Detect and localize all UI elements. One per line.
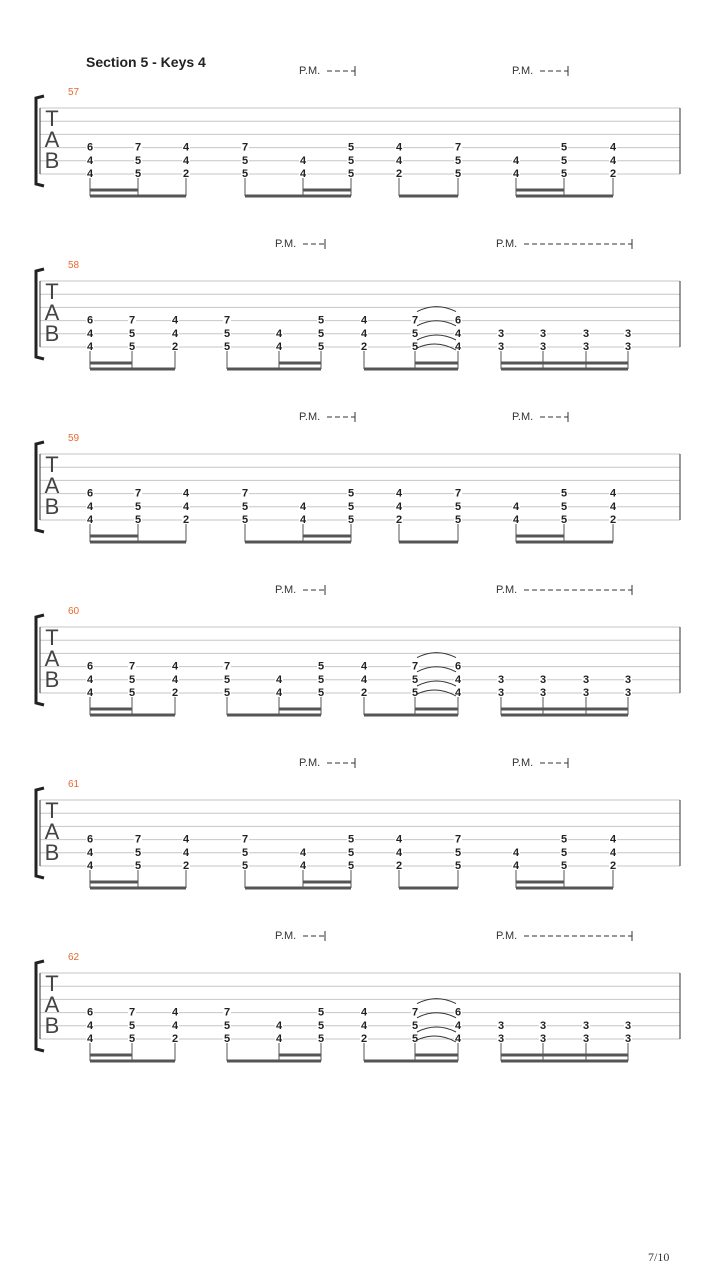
- fret-number: 5: [128, 341, 136, 353]
- palm-mute-label: P.M.: [299, 65, 321, 77]
- fret-number: 7: [134, 141, 142, 154]
- fret-number: 4: [299, 500, 307, 513]
- fret-number: 7: [128, 660, 136, 673]
- fret-number: 3: [497, 1019, 505, 1032]
- fret-number: 5: [454, 500, 462, 513]
- fret-number: 5: [241, 514, 249, 526]
- fret-number: 4: [454, 341, 462, 353]
- fret-number: 5: [454, 514, 462, 526]
- fret-number: 4: [299, 846, 307, 859]
- slur: [417, 681, 456, 686]
- palm-mute-label: P.M.: [496, 584, 518, 596]
- fret-number: 3: [497, 673, 505, 686]
- palm-mute-label: P.M.: [496, 238, 518, 250]
- tab-clef-letter: B: [44, 1013, 60, 1038]
- fret-number: 6: [86, 660, 94, 673]
- fret-number: 7: [411, 660, 419, 673]
- fret-number: 5: [317, 660, 325, 673]
- fret-number: 4: [171, 1019, 179, 1032]
- fret-number: 5: [317, 314, 325, 327]
- fret-number: 2: [609, 168, 617, 180]
- fret-number: 5: [560, 487, 568, 500]
- fret-number: 4: [395, 154, 403, 167]
- fret-number: 5: [317, 687, 325, 699]
- fret-number: 4: [360, 1006, 368, 1019]
- tab-clef-letter: A: [44, 473, 60, 498]
- fret-number: 4: [275, 687, 283, 699]
- fret-number: 3: [624, 687, 632, 699]
- fret-number: 4: [299, 860, 307, 872]
- fret-number: 2: [182, 860, 190, 872]
- fret-number: 5: [560, 500, 568, 513]
- fret-number: 2: [360, 1033, 368, 1045]
- palm-mute-label: P.M.: [512, 411, 534, 423]
- fret-number: 7: [241, 833, 249, 846]
- fret-number: 4: [182, 833, 190, 846]
- slur: [417, 1013, 456, 1018]
- slur: [417, 321, 456, 326]
- fret-number: 5: [454, 846, 462, 859]
- fret-number: 4: [395, 833, 403, 846]
- fret-number: 4: [360, 1019, 368, 1032]
- fret-number: 3: [497, 1033, 505, 1045]
- fret-number: 4: [86, 860, 94, 872]
- fret-number: 7: [223, 314, 231, 327]
- fret-number: 5: [560, 860, 568, 872]
- page-number: 7/10: [648, 1250, 670, 1264]
- fret-number: 5: [454, 860, 462, 872]
- tab-system: [36, 930, 680, 1061]
- tab-clef-letter: A: [44, 300, 60, 325]
- fret-number: 4: [182, 500, 190, 513]
- fret-number: 2: [171, 687, 179, 699]
- fret-number: 2: [182, 514, 190, 526]
- fret-number: 6: [454, 660, 462, 673]
- fret-number: 4: [171, 673, 179, 686]
- fret-number: 5: [241, 500, 249, 513]
- fret-number: 4: [395, 500, 403, 513]
- tab-system: [36, 584, 680, 715]
- fret-number: 5: [560, 514, 568, 526]
- fret-number: 4: [454, 327, 462, 340]
- fret-number: 7: [134, 487, 142, 500]
- fret-number: 5: [223, 673, 231, 686]
- fret-number: 4: [86, 1033, 94, 1045]
- fret-number: 4: [275, 1019, 283, 1032]
- fret-number: 2: [395, 168, 403, 180]
- fret-number: 7: [128, 314, 136, 327]
- fret-number: 5: [241, 154, 249, 167]
- fret-number: 4: [609, 487, 617, 500]
- fret-number: 5: [317, 1006, 325, 1019]
- fret-number: 7: [128, 1006, 136, 1019]
- fret-number: 5: [223, 341, 231, 353]
- fret-number: 4: [512, 514, 520, 526]
- fret-number: 4: [171, 314, 179, 327]
- fret-number: 5: [317, 341, 325, 353]
- fret-number: 4: [454, 673, 462, 686]
- fret-number: 7: [454, 833, 462, 846]
- fret-number: 3: [624, 1019, 632, 1032]
- fret-number: 3: [539, 1019, 547, 1032]
- tab-clef-letter: A: [44, 992, 60, 1017]
- fret-number: 5: [134, 168, 142, 180]
- fret-number: 5: [241, 168, 249, 180]
- fret-number: 5: [347, 514, 355, 526]
- tab-clef-letter: B: [44, 494, 60, 519]
- fret-number: 4: [275, 673, 283, 686]
- slur: [417, 335, 456, 340]
- fret-number: 5: [128, 687, 136, 699]
- fret-number: 5: [223, 687, 231, 699]
- fret-number: 2: [395, 860, 403, 872]
- tab-clef-letter: B: [44, 321, 60, 346]
- fret-number: 4: [86, 154, 94, 167]
- fret-number: 5: [241, 846, 249, 859]
- fret-number: 5: [347, 141, 355, 154]
- measure-number: 61: [68, 779, 80, 790]
- fret-number: 7: [241, 141, 249, 154]
- fret-number: 3: [624, 673, 632, 686]
- tab-system: [36, 238, 680, 369]
- fret-number: 4: [609, 500, 617, 513]
- measure-number: 58: [68, 260, 80, 271]
- fret-number: 4: [299, 168, 307, 180]
- palm-mute-label: P.M.: [512, 757, 534, 769]
- fret-number: 4: [182, 846, 190, 859]
- measure-number: 62: [68, 952, 80, 963]
- fret-number: 4: [609, 846, 617, 859]
- fret-number: 5: [411, 687, 419, 699]
- palm-mute-label: P.M.: [496, 930, 518, 942]
- fret-number: 3: [539, 1033, 547, 1045]
- fret-number: 5: [347, 860, 355, 872]
- tab-clef-letter: B: [44, 667, 60, 692]
- tab-system: [36, 411, 680, 542]
- fret-number: 4: [171, 1006, 179, 1019]
- fret-number: 2: [609, 514, 617, 526]
- fret-number: 7: [223, 1006, 231, 1019]
- fret-number: 7: [454, 487, 462, 500]
- fret-number: 5: [411, 1019, 419, 1032]
- palm-mute-label: P.M.: [299, 411, 321, 423]
- tab-clef-letter: T: [45, 971, 59, 996]
- measure-number: 59: [68, 433, 80, 444]
- fret-number: 5: [347, 833, 355, 846]
- fret-number: 4: [86, 687, 94, 699]
- fret-number: 5: [347, 500, 355, 513]
- fret-number: 7: [411, 1006, 419, 1019]
- fret-number: 4: [454, 687, 462, 699]
- tab-system: [36, 757, 680, 888]
- fret-number: 5: [134, 514, 142, 526]
- palm-mute-label: P.M.: [275, 584, 297, 596]
- fret-number: 2: [360, 341, 368, 353]
- fret-number: 4: [454, 1033, 462, 1045]
- fret-number: 4: [609, 141, 617, 154]
- fret-number: 5: [454, 154, 462, 167]
- fret-number: 3: [582, 327, 590, 340]
- fret-number: 5: [347, 168, 355, 180]
- fret-number: 5: [411, 341, 419, 353]
- fret-number: 4: [171, 660, 179, 673]
- tab-clef-letter: T: [45, 452, 59, 477]
- fret-number: 5: [134, 154, 142, 167]
- palm-mute-label: P.M.: [275, 238, 297, 250]
- palm-mute-label: P.M.: [512, 65, 534, 77]
- fret-number: 4: [182, 141, 190, 154]
- fret-number: 5: [560, 846, 568, 859]
- fret-number: 4: [454, 1019, 462, 1032]
- fret-number: 5: [454, 168, 462, 180]
- tab-clef-letter: T: [45, 798, 59, 823]
- fret-number: 3: [497, 687, 505, 699]
- fret-number: 5: [560, 141, 568, 154]
- fret-number: 4: [299, 514, 307, 526]
- tab-clef-letter: T: [45, 106, 59, 131]
- tab-clef-letter: B: [44, 840, 60, 865]
- fret-number: 2: [171, 341, 179, 353]
- slur: [417, 1027, 456, 1032]
- fret-number: 3: [497, 341, 505, 353]
- fret-number: 7: [241, 487, 249, 500]
- fret-number: 5: [411, 1033, 419, 1045]
- fret-number: 4: [512, 500, 520, 513]
- fret-number: 5: [347, 846, 355, 859]
- fret-number: 4: [182, 487, 190, 500]
- fret-number: 3: [624, 327, 632, 340]
- fret-number: 7: [134, 833, 142, 846]
- tab-clef-letter: A: [44, 127, 60, 152]
- fret-number: 4: [609, 154, 617, 167]
- fret-number: 4: [512, 168, 520, 180]
- fret-number: 4: [395, 141, 403, 154]
- fret-number: 5: [241, 860, 249, 872]
- tab-clef-letter: T: [45, 625, 59, 650]
- fret-number: 6: [86, 314, 94, 327]
- fret-number: 2: [360, 687, 368, 699]
- tab-clef-letter: A: [44, 646, 60, 671]
- fret-number: 5: [560, 154, 568, 167]
- fret-number: 4: [86, 673, 94, 686]
- fret-number: 4: [395, 846, 403, 859]
- fret-number: 5: [134, 500, 142, 513]
- measure-number: 57: [68, 87, 80, 98]
- fret-number: 5: [317, 327, 325, 340]
- tab-system: [36, 65, 680, 196]
- fret-number: 4: [609, 833, 617, 846]
- fret-number: 5: [317, 1033, 325, 1045]
- fret-number: 6: [86, 833, 94, 846]
- fret-number: 4: [86, 514, 94, 526]
- fret-number: 4: [171, 327, 179, 340]
- fret-number: 4: [360, 673, 368, 686]
- fret-number: 3: [582, 687, 590, 699]
- fret-number: 4: [86, 500, 94, 513]
- palm-mute-label: P.M.: [275, 930, 297, 942]
- fret-number: 2: [609, 860, 617, 872]
- fret-number: 4: [512, 154, 520, 167]
- fret-number: 5: [317, 673, 325, 686]
- fret-number: 3: [497, 327, 505, 340]
- fret-number: 3: [539, 327, 547, 340]
- fret-number: 5: [347, 154, 355, 167]
- fret-number: 5: [317, 1019, 325, 1032]
- fret-number: 4: [86, 168, 94, 180]
- measure-number: 60: [68, 606, 80, 617]
- fret-number: 3: [582, 673, 590, 686]
- fret-number: 4: [360, 660, 368, 673]
- fret-number: 5: [134, 860, 142, 872]
- fret-number: 5: [223, 327, 231, 340]
- fret-number: 5: [560, 168, 568, 180]
- fret-number: 2: [171, 1033, 179, 1045]
- fret-number: 5: [411, 673, 419, 686]
- fret-number: 3: [582, 341, 590, 353]
- fret-number: 4: [275, 327, 283, 340]
- fret-number: 3: [582, 1019, 590, 1032]
- slur: [417, 667, 456, 672]
- fret-number: 3: [539, 673, 547, 686]
- fret-number: 4: [360, 327, 368, 340]
- fret-number: 5: [128, 1033, 136, 1045]
- fret-number: 4: [299, 154, 307, 167]
- fret-number: 4: [86, 846, 94, 859]
- fret-number: 4: [182, 154, 190, 167]
- fret-number: 5: [128, 1019, 136, 1032]
- fret-number: 5: [128, 673, 136, 686]
- fret-number: 4: [512, 846, 520, 859]
- fret-number: 5: [128, 327, 136, 340]
- section-title: Section 5 - Keys 4: [86, 54, 206, 70]
- fret-number: 5: [411, 327, 419, 340]
- fret-number: 5: [347, 487, 355, 500]
- fret-number: 3: [624, 341, 632, 353]
- fret-number: 7: [223, 660, 231, 673]
- fret-number: 3: [624, 1033, 632, 1045]
- fret-number: 4: [275, 1033, 283, 1045]
- fret-number: 4: [275, 341, 283, 353]
- fret-number: 2: [395, 514, 403, 526]
- fret-number: 5: [223, 1019, 231, 1032]
- fret-number: 6: [86, 141, 94, 154]
- fret-number: 3: [582, 1033, 590, 1045]
- fret-number: 2: [182, 168, 190, 180]
- fret-number: 6: [86, 487, 94, 500]
- fret-number: 5: [134, 846, 142, 859]
- tab-clef-letter: A: [44, 819, 60, 844]
- fret-number: 7: [411, 314, 419, 327]
- fret-number: 4: [395, 487, 403, 500]
- tab-clef-letter: B: [44, 148, 60, 173]
- fret-number: 4: [86, 327, 94, 340]
- palm-mute-label: P.M.: [299, 757, 321, 769]
- fret-number: 4: [86, 1019, 94, 1032]
- fret-number: 4: [360, 314, 368, 327]
- fret-number: 6: [454, 314, 462, 327]
- fret-number: 4: [86, 341, 94, 353]
- fret-number: 3: [539, 341, 547, 353]
- fret-number: 7: [454, 141, 462, 154]
- fret-number: 3: [539, 687, 547, 699]
- fret-number: 4: [512, 860, 520, 872]
- tab-clef-letter: T: [45, 279, 59, 304]
- fret-number: 6: [454, 1006, 462, 1019]
- fret-number: 5: [560, 833, 568, 846]
- fret-number: 5: [223, 1033, 231, 1045]
- fret-number: 6: [86, 1006, 94, 1019]
